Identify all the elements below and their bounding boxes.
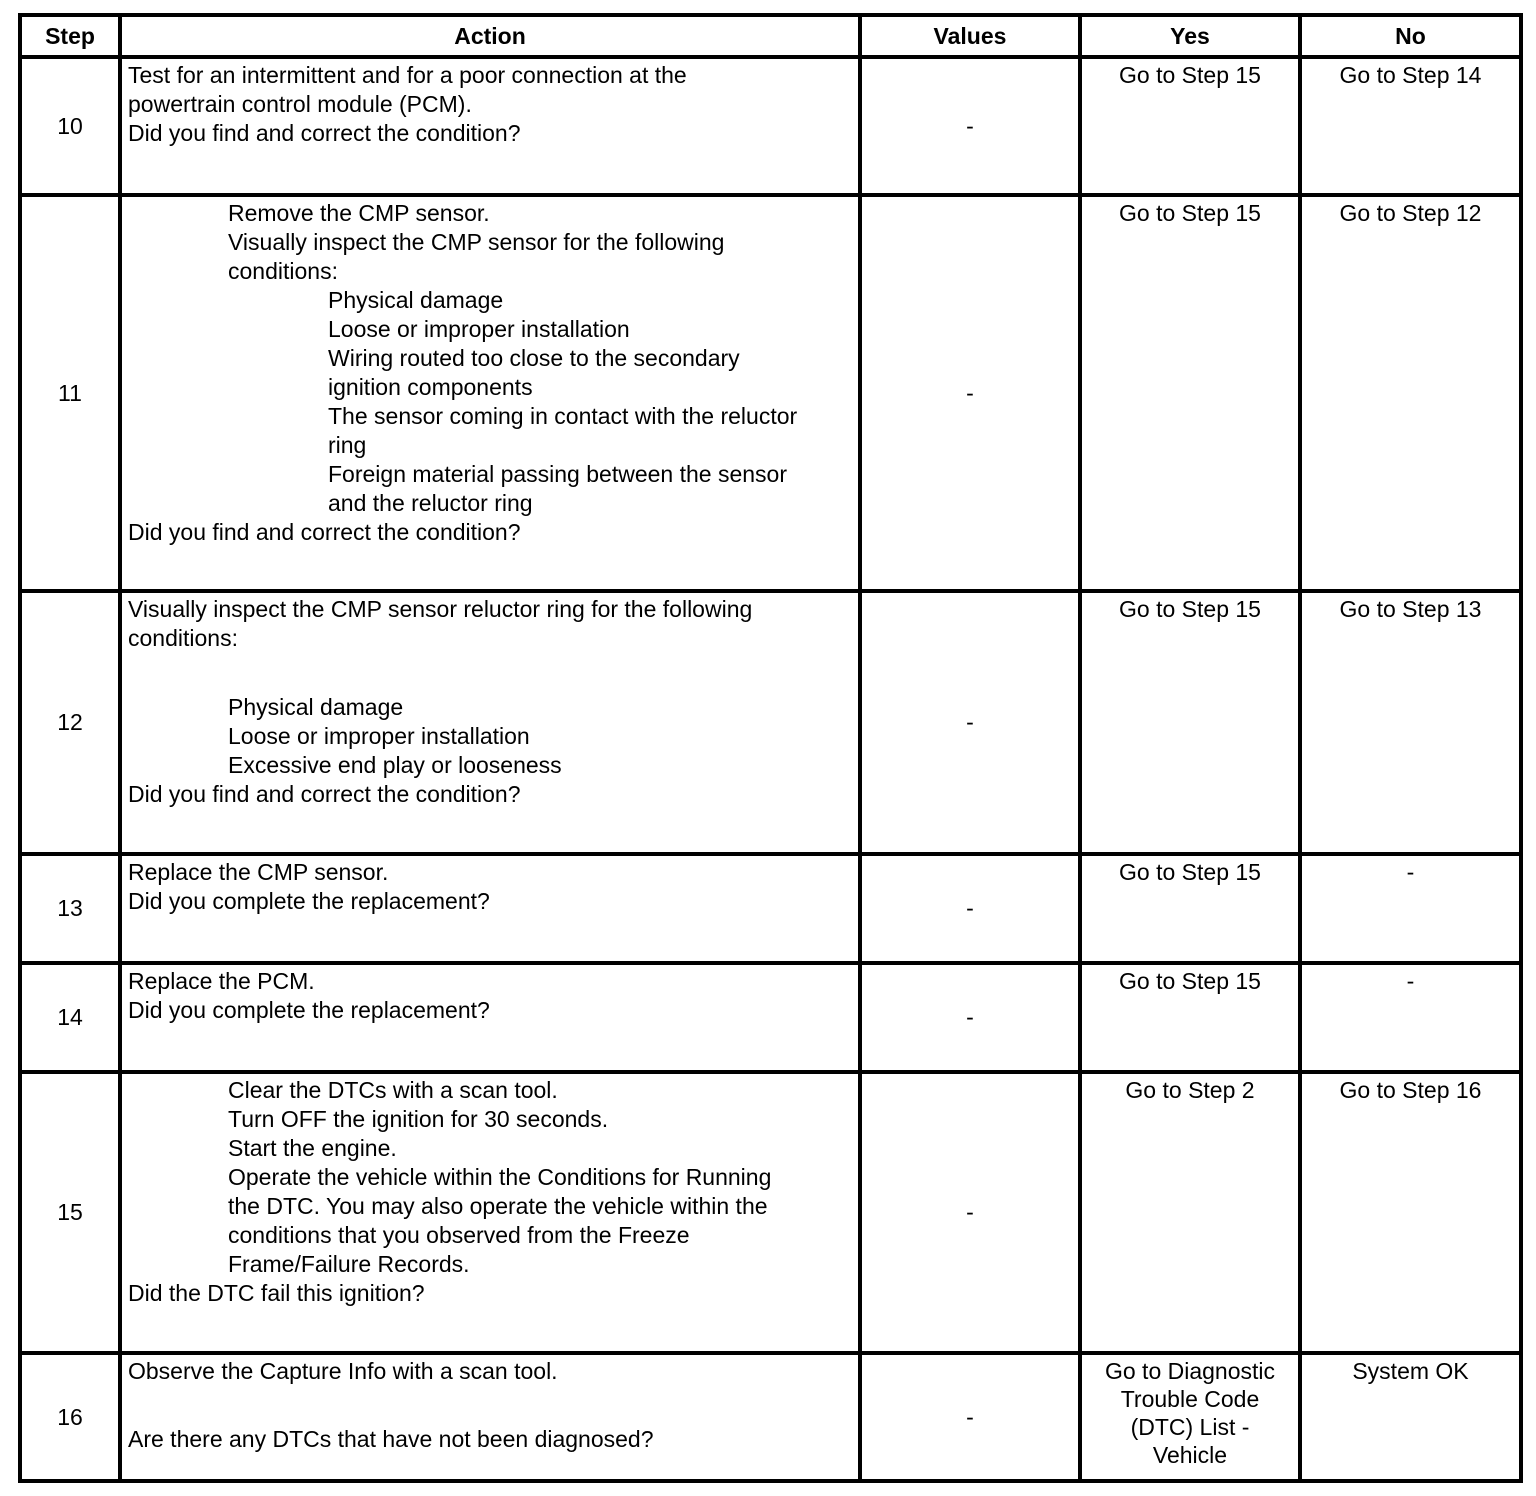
no-result: - [1406, 968, 1415, 994]
no-result: Go to Step 16 [1339, 1077, 1482, 1103]
values-cell: - [860, 591, 1080, 854]
action-subitem: Clear the DTCs with a scan tool. [228, 1077, 558, 1103]
action-text: conditions: [228, 258, 338, 284]
yes-result: Go to Step 15 [1119, 200, 1261, 226]
step-number: 10 [20, 57, 120, 195]
action-subitem: Wiring routed too close to the secondary [328, 345, 740, 371]
no-result: - [1406, 859, 1415, 885]
no-result: System OK [1352, 1358, 1469, 1384]
no-result: Go to Step 13 [1339, 596, 1482, 622]
action-text: Replace the PCM. [128, 968, 315, 994]
action-question: Did you find and correct the condition? [128, 519, 521, 545]
values-cell: - [860, 854, 1080, 963]
yes-cell [1080, 1353, 1300, 1481]
action-question: Did you complete the replacement? [128, 888, 490, 914]
yes-cell [1080, 963, 1300, 1072]
no-result: Go to Step 14 [1339, 62, 1482, 88]
action-text: Remove the CMP sensor. [228, 200, 490, 226]
yes-result: (DTC) List - [1130, 1414, 1250, 1440]
action-text: Observe the Capture Info with a scan tool. [128, 1358, 558, 1384]
yes-result: Go to Diagnostic [1104, 1358, 1276, 1384]
action-subitem: conditions that you observed from the Freeze [228, 1222, 690, 1248]
yes-cell [1080, 57, 1300, 195]
step-number: 13 [20, 854, 120, 963]
action-cell [120, 1072, 860, 1353]
action-subitem: ignition components [328, 374, 533, 400]
action-cell [120, 1353, 860, 1481]
table-row [20, 1072, 1521, 1353]
action-text: Test for an intermittent and for a poor connection at the [128, 62, 687, 88]
table-row [20, 1353, 1521, 1481]
step-number: 15 [20, 1072, 120, 1353]
no-cell [1300, 591, 1521, 854]
action-subitem: Loose or improper installation [228, 723, 530, 749]
table-row [20, 963, 1521, 1072]
header-no: No [1300, 15, 1521, 57]
action-cell [120, 591, 860, 854]
no-cell [1300, 1072, 1521, 1353]
action-subitem: Foreign material passing between the sensor [328, 461, 787, 487]
action-question: Are there any DTCs that have not been diagnosed? [128, 1426, 654, 1452]
values-cell: - [860, 963, 1080, 1072]
yes-cell [1080, 195, 1300, 591]
no-cell [1300, 963, 1521, 1072]
table-row [20, 854, 1521, 963]
action-cell [120, 963, 860, 1072]
table-row [20, 591, 1521, 854]
header-row [20, 15, 1521, 57]
header-values: Values [860, 15, 1080, 57]
action-subitem: Start the engine. [228, 1135, 397, 1161]
action-subitem: Physical damage [328, 287, 504, 313]
no-cell [1300, 1353, 1521, 1481]
no-cell [1300, 57, 1521, 195]
no-result: Go to Step 12 [1339, 200, 1482, 226]
no-cell [1300, 195, 1521, 591]
action-text: Visually inspect the CMP sensor for the following [228, 229, 725, 255]
action-subitem: The sensor coming in contact with the reluctor [328, 403, 798, 429]
header-yes: Yes [1080, 15, 1300, 57]
action-question: Did you find and correct the condition? [128, 120, 521, 146]
action-subitem: Excessive end play or looseness [228, 752, 562, 778]
step-number: 14 [20, 963, 120, 1072]
action-subitem: Frame/Failure Records. [228, 1251, 470, 1277]
header-action: Action [120, 15, 860, 57]
yes-cell [1080, 591, 1300, 854]
action-subitem: the DTC. You may also operate the vehicle within the [228, 1193, 768, 1219]
action-cell [120, 854, 860, 963]
action-subitem: and the reluctor ring [328, 490, 533, 516]
action-question: Did you find and correct the condition? [128, 781, 521, 807]
yes-result: Go to Step 15 [1119, 596, 1261, 622]
diagnostic-table [18, 13, 1523, 1483]
action-subitem: Physical damage [228, 694, 404, 720]
values-cell: - [860, 57, 1080, 195]
action-subitem: Loose or improper installation [328, 316, 630, 342]
values-cell: - [860, 195, 1080, 591]
action-cell [120, 195, 860, 591]
table-row [20, 57, 1521, 195]
yes-result: Go to Step 2 [1125, 1077, 1255, 1103]
yes-result: Go to Step 15 [1119, 62, 1261, 88]
action-question: Did you complete the replacement? [128, 997, 490, 1023]
yes-result: Go to Step 15 [1119, 968, 1261, 994]
yes-cell [1080, 1072, 1300, 1353]
values-cell: - [860, 1353, 1080, 1481]
yes-cell [1080, 854, 1300, 963]
action-subitem: Turn OFF the ignition for 30 seconds. [228, 1106, 609, 1132]
action-text: Replace the CMP sensor. [128, 859, 389, 885]
action-subitem: Operate the vehicle within the Conditions for Running [228, 1164, 772, 1190]
no-cell [1300, 854, 1521, 963]
action-text: Visually inspect the CMP sensor reluctor ring for the following [128, 596, 753, 622]
step-number: 12 [20, 591, 120, 854]
yes-result: Go to Step 15 [1119, 859, 1261, 885]
yes-result: Trouble Code [1120, 1386, 1260, 1412]
action-text: conditions: [128, 625, 238, 651]
action-text: powertrain control module (PCM). [128, 91, 472, 117]
header-step: Step [20, 15, 120, 57]
yes-result: Vehicle [1152, 1442, 1228, 1468]
action-question: Did the DTC fail this ignition? [128, 1280, 425, 1306]
values-cell: - [860, 1072, 1080, 1353]
action-subitem: ring [328, 432, 367, 458]
step-number: 11 [20, 195, 120, 591]
step-number: 16 [20, 1353, 120, 1481]
action-cell [120, 57, 860, 195]
table-row [20, 195, 1521, 591]
